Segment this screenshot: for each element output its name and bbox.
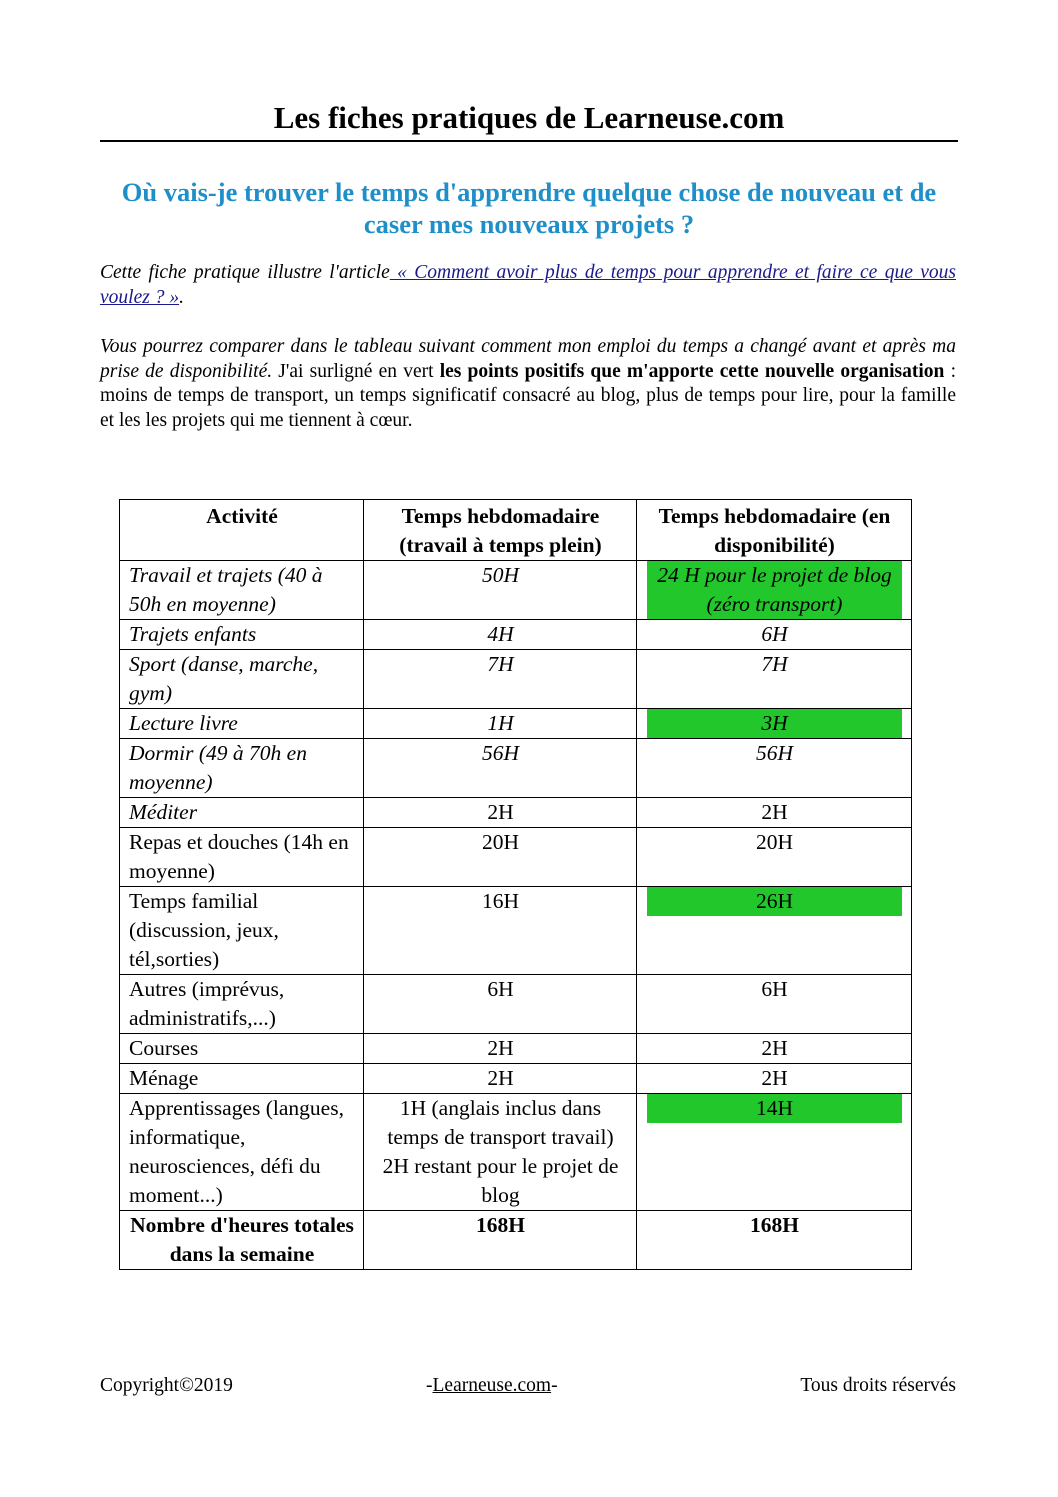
page-title: Les fiches pratiques de Learneuse.com — [100, 96, 958, 142]
intro-paragraph — [100, 261, 956, 310]
activity-cell: Trajets enfants — [120, 620, 364, 650]
activity-cell: Repas et douches (14h en moyenne) — [120, 828, 364, 887]
full-time-cell: 56H — [364, 739, 637, 798]
full-time-cell: 7H — [364, 650, 637, 709]
document-subtitle: Où vais-je trouver le temps d'apprendre quelque chose de nouveau et de caser mes nouveaux projets ? — [121, 177, 937, 239]
available-cell: 56H — [637, 739, 912, 798]
highlighted-value: 26H — [647, 887, 902, 916]
header-activity: Activité — [120, 500, 364, 561]
intro-end: . — [179, 286, 184, 308]
table-row — [120, 709, 912, 739]
intro-text: Cette fiche pratique illustre l'article — [100, 262, 390, 283]
table-row — [120, 887, 912, 975]
description-paragraph — [100, 335, 956, 433]
activity-cell: Temps familial (discussion, jeux, tél,sorties) — [120, 887, 364, 975]
available-cell — [637, 709, 912, 739]
available-cell: 7H — [637, 650, 912, 709]
activity-cell: Ménage — [120, 1064, 364, 1094]
full-time-line: 1H (anglais inclus dans temps de transport travail) — [387, 1096, 614, 1149]
copyright-text: Copyright©2019 — [100, 1375, 233, 1396]
activity-cell: Méditer — [120, 798, 364, 828]
table-row — [120, 739, 912, 798]
full-time-cell: 20H — [364, 828, 637, 887]
activity-cell: Sport (danse, marche, gym) — [120, 650, 364, 709]
table-row — [120, 975, 912, 1034]
available-cell: 2H — [637, 798, 912, 828]
table-row — [120, 798, 912, 828]
table-row — [120, 650, 912, 709]
dash-left: - — [426, 1375, 433, 1396]
header-full-time: Temps hebdomadaire (travail à temps plein) — [364, 500, 637, 561]
activity-cell: Dormir (49 à 70h en moyenne) — [120, 739, 364, 798]
full-time-cell: 50H — [364, 561, 637, 620]
description-normal: J'ai surligné en vert — [272, 360, 440, 382]
full-time-cell: 1H — [364, 709, 637, 739]
activity-cell: Apprentissages (langues, informatique, neurosciences, défi du moment...) — [120, 1094, 364, 1211]
highlighted-value: 14H — [647, 1094, 902, 1123]
activity-cell: Travail et trajets (40 à 50h en moyenne) — [120, 561, 364, 620]
table-header-row — [120, 500, 912, 561]
available-cell: 20H — [637, 828, 912, 887]
table-row — [120, 1034, 912, 1064]
table-row — [120, 828, 912, 887]
full-time-cell: 6H — [364, 975, 637, 1034]
site-link[interactable]: Learneuse.com — [432, 1375, 552, 1396]
full-time-cell: 16H — [364, 887, 637, 975]
full-time-line: 2H restant pour le projet de blog — [382, 1154, 619, 1207]
total-available-cell: 168H — [637, 1211, 912, 1270]
activity-cell: Courses — [120, 1034, 364, 1064]
highlighted-value: 3H — [647, 709, 902, 738]
full-time-cell: 2H — [364, 798, 637, 828]
available-cell — [637, 1094, 912, 1211]
activity-cell: Lecture livre — [120, 709, 364, 739]
table-row — [120, 561, 912, 620]
full-time-cell: 2H — [364, 1064, 637, 1094]
total-full-time-cell: 168H — [364, 1211, 637, 1270]
available-cell: 6H — [637, 975, 912, 1034]
full-time-cell — [364, 1094, 637, 1211]
description-bold: les points positifs que m'apporte cette nouvelle organisation — [439, 360, 945, 382]
total-row — [120, 1211, 912, 1270]
highlighted-value: 24 H pour le projet de blog (zéro transport) — [647, 561, 902, 619]
header-available: Temps hebdomadaire (en disponibilité) — [637, 500, 912, 561]
available-cell: 2H — [637, 1064, 912, 1094]
total-label-cell: Nombre d'heures totales dans la semaine — [120, 1211, 364, 1270]
available-cell: 2H — [637, 1034, 912, 1064]
available-cell — [637, 561, 912, 620]
dash-right: - — [551, 1375, 558, 1396]
available-cell — [637, 887, 912, 975]
description-italic: Vous pourrez comparer dans le tableau suivant comment mon emploi du temps a changé avant et après ma prise de disponibilité. — [100, 336, 956, 382]
rights-text: Tous droits réservés — [800, 1375, 956, 1396]
article-link[interactable]: « Comment avoir plus de temps pour apprendre et faire ce que vous voulez ? » — [100, 262, 956, 308]
activity-cell: Autres (imprévus, administratifs,...) — [120, 975, 364, 1034]
schedule-table — [119, 499, 912, 1270]
description-end: : moins de temps de transport, un temps significatif consacré au blog, plus de temps pour lire, pour la famille et les les projets qui me tiennent à cœur. — [100, 360, 956, 431]
footer-site — [426, 1374, 558, 1398]
table-row — [120, 1064, 912, 1094]
table-row — [120, 1094, 912, 1211]
full-time-cell: 2H — [364, 1034, 637, 1064]
full-time-cell: 4H — [364, 620, 637, 650]
table-row — [120, 620, 912, 650]
available-cell: 6H — [637, 620, 912, 650]
